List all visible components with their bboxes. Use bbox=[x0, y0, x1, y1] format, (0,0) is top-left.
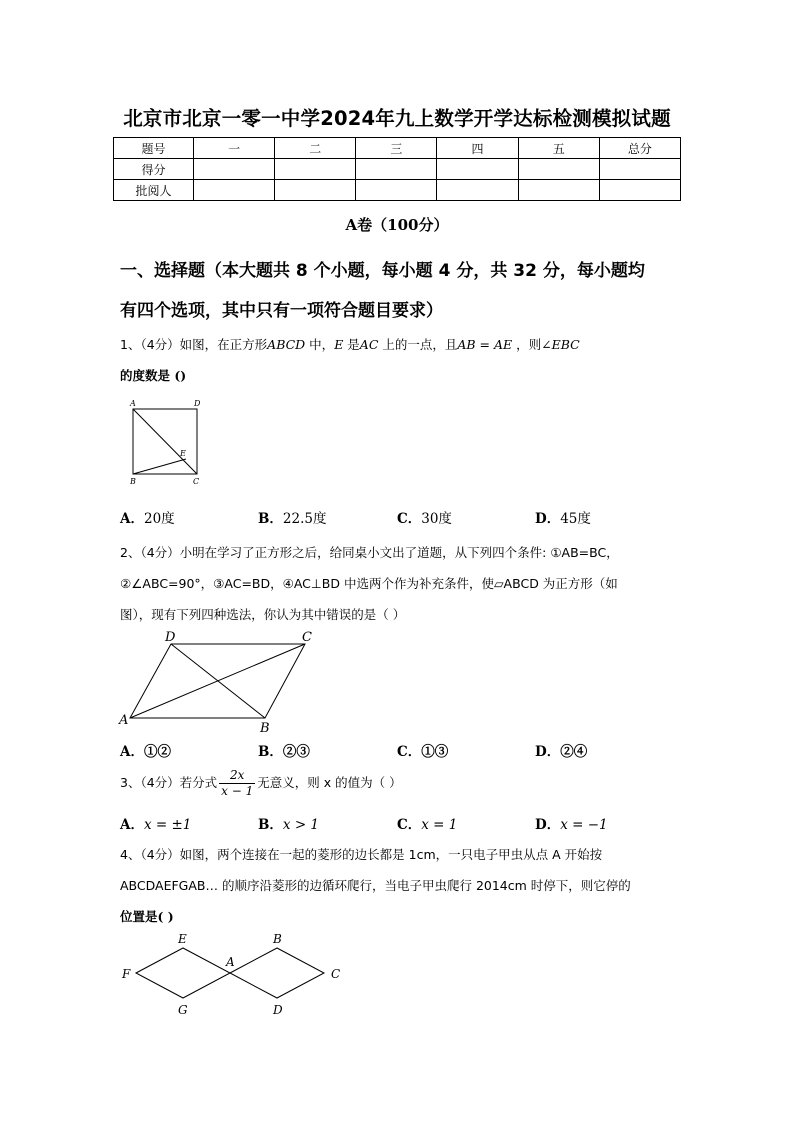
q1-option-b[interactable] bbox=[258, 507, 326, 527]
option-text: ①③ bbox=[421, 744, 449, 760]
score-header-cell: 三 bbox=[356, 138, 437, 159]
label-d: D bbox=[273, 1003, 283, 1017]
option-text: 30度 bbox=[421, 511, 452, 527]
label-e: E bbox=[180, 449, 186, 458]
question-4-line3: 位置是( ) bbox=[120, 909, 174, 924]
label-a: A bbox=[226, 955, 235, 969]
q1-option-d[interactable] bbox=[535, 507, 591, 527]
score-table-row bbox=[114, 180, 681, 201]
score-header-cell: 一 bbox=[194, 138, 275, 159]
option-text: ②③ bbox=[282, 744, 310, 760]
square-figure bbox=[122, 396, 212, 488]
q1-text: 是 bbox=[343, 337, 360, 352]
label-a: A bbox=[130, 399, 136, 408]
q1-math: AB = AE bbox=[457, 337, 513, 352]
label-a: A bbox=[119, 713, 129, 728]
option-label: B． bbox=[258, 817, 283, 833]
option-label: D． bbox=[535, 744, 561, 760]
score-table-header-row bbox=[114, 138, 681, 159]
question-2-line3: 图），现有下列四种选法，你认为其中错误的是（ ） bbox=[120, 607, 406, 622]
fraction-numerator: 2x bbox=[219, 768, 255, 784]
option-label: A． bbox=[120, 744, 144, 760]
question-4-line1: 4、（4分）如图，两个连接在一起的菱形的边长都是 1cm，一只电子甲虫从点 A 开始按 bbox=[120, 847, 603, 862]
score-cell bbox=[275, 180, 356, 201]
label-c: C bbox=[193, 477, 200, 486]
q1-option-a[interactable] bbox=[120, 507, 175, 527]
score-header-cell: 总分 bbox=[599, 138, 680, 159]
score-cell bbox=[275, 159, 356, 180]
parallelogram-figure bbox=[115, 628, 325, 736]
label-c: C bbox=[302, 630, 312, 645]
q1-math: ∠EBC bbox=[541, 337, 580, 352]
option-text: ①② bbox=[143, 744, 171, 760]
score-row-label: 批阅人 bbox=[114, 180, 194, 201]
score-table-row bbox=[114, 159, 681, 180]
option-text: 45度 bbox=[560, 511, 591, 527]
label-e: E bbox=[178, 932, 187, 946]
question-3-text bbox=[120, 768, 690, 799]
option-text: ②④ bbox=[560, 744, 588, 760]
question-1-text bbox=[120, 335, 690, 353]
q2-option-d[interactable] bbox=[535, 740, 587, 760]
score-header-cell: 题号 bbox=[114, 138, 194, 159]
q1-text: 上的一点，且 bbox=[378, 337, 458, 352]
score-row-label: 得分 bbox=[114, 159, 194, 180]
section-subtitle: A卷（100分） bbox=[345, 216, 449, 234]
q2-option-b[interactable] bbox=[258, 740, 310, 760]
score-cell bbox=[437, 180, 518, 201]
score-cell bbox=[194, 159, 275, 180]
option-label: D． bbox=[535, 511, 561, 527]
option-label: A． bbox=[120, 817, 144, 833]
q1-math: AC bbox=[359, 337, 379, 352]
score-cell bbox=[599, 159, 680, 180]
label-b: B bbox=[260, 721, 270, 736]
score-cell bbox=[356, 180, 437, 201]
score-cell bbox=[437, 159, 518, 180]
q1-text: 1、（4分）如图，在正方形 bbox=[120, 337, 268, 352]
option-text: x > 1 bbox=[282, 817, 320, 833]
label-b: B bbox=[273, 932, 282, 946]
q1-math: ABCD bbox=[267, 337, 306, 352]
option-label: A． bbox=[120, 511, 144, 527]
label-b: B bbox=[130, 477, 136, 486]
fraction bbox=[219, 768, 255, 799]
score-cell bbox=[356, 159, 437, 180]
question-4-line2: ABCDAEFGAB… 的顺序沿菱形的边循环爬行，当电子甲虫爬行 2014cm 时停下，则它停的 bbox=[120, 878, 631, 893]
score-cell bbox=[518, 159, 599, 180]
q3-text: 3、（4分）若分式 bbox=[120, 775, 218, 790]
question-1-line2: 的度数是 () bbox=[120, 368, 187, 383]
option-label: C． bbox=[397, 744, 422, 760]
q3-option-a[interactable] bbox=[120, 813, 191, 833]
score-cell bbox=[518, 180, 599, 201]
label-c: C bbox=[331, 967, 341, 981]
option-text: 22.5度 bbox=[282, 511, 327, 527]
option-label: B． bbox=[258, 511, 283, 527]
q2-option-c[interactable] bbox=[397, 740, 448, 760]
label-f: F bbox=[122, 967, 131, 981]
q3-option-d[interactable] bbox=[535, 813, 608, 833]
page-title: 北京市北京一零一中学2024年九上数学开学达标检测模拟试题 bbox=[123, 107, 671, 130]
section-heading-line2: 有四个选项，其中只有一项符合题目要求） bbox=[120, 301, 443, 321]
score-table bbox=[113, 137, 681, 201]
score-cell bbox=[599, 180, 680, 201]
q1-math: E bbox=[334, 337, 344, 352]
label-d: D bbox=[194, 399, 201, 408]
option-label: D． bbox=[535, 817, 561, 833]
q1-option-c[interactable] bbox=[397, 507, 452, 527]
option-text: x = ±1 bbox=[143, 817, 192, 833]
q3-text: 无意义，则 x 的值为（ ） bbox=[257, 775, 402, 790]
score-cell bbox=[194, 180, 275, 201]
score-header-cell: 四 bbox=[437, 138, 518, 159]
fraction-denominator: x − 1 bbox=[221, 784, 254, 798]
option-label: C． bbox=[397, 817, 422, 833]
score-header-cell: 五 bbox=[518, 138, 599, 159]
question-2-line1: 2、（4分）小明在学习了正方形之后，给同桌小文出了道题，从下列四个条件: ①AB=BC， bbox=[120, 545, 619, 560]
section-heading-line1: 一、选择题（本大题共 8 个小题，每小题 4 分，共 32 分，每小题均 bbox=[120, 261, 645, 281]
score-header-cell: 二 bbox=[275, 138, 356, 159]
label-d: D bbox=[165, 630, 176, 645]
question-2-line2: ②∠ABC=90°，③AC=BD，④AC⊥BD 中选两个作为补充条件，使▱ABCD 为正方形（如 bbox=[120, 576, 618, 591]
option-label: B． bbox=[258, 744, 283, 760]
label-g: G bbox=[178, 1003, 188, 1017]
option-text: 20度 bbox=[143, 511, 175, 527]
q3-option-b[interactable] bbox=[258, 813, 319, 833]
q1-text: ，则 bbox=[512, 337, 542, 352]
q2-option-a[interactable] bbox=[120, 740, 171, 760]
option-text: x = 1 bbox=[421, 817, 458, 833]
q1-text: 中， bbox=[305, 337, 335, 352]
option-text: x = −1 bbox=[560, 817, 608, 833]
q3-option-c[interactable] bbox=[397, 813, 457, 833]
rhombus-figure bbox=[118, 928, 346, 1020]
option-label: C． bbox=[397, 511, 422, 527]
